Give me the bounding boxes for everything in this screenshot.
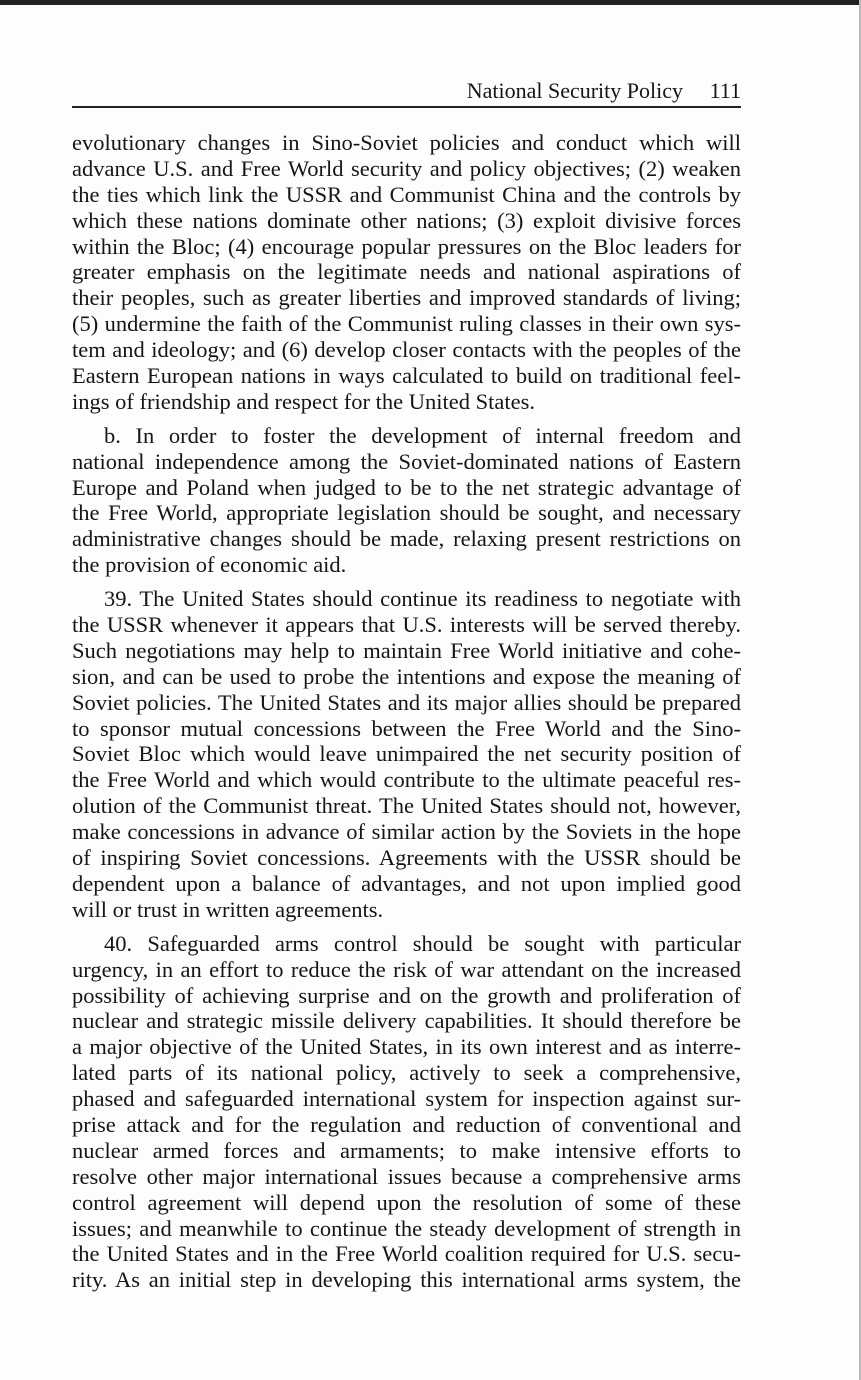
- text-line: the Free World and which would contribute to the ultimate peaceful res-: [72, 767, 741, 793]
- text-line: ings of friendship and respect for the United States.: [72, 388, 536, 414]
- text-line: to sponsor mutual concessions between the Free World and the Sino-: [72, 715, 741, 741]
- text-line: will or trust in written agreements.: [72, 896, 384, 922]
- text-line: evolutionary changes in Sino-Soviet policies and conduct which will: [72, 130, 741, 155]
- text-line: tem and ideology; and (6) develop closer contacts with the peoples of the: [72, 337, 741, 363]
- text-line: of inspiring Soviet concessions. Agreements with the USSR should be: [72, 845, 741, 871]
- text-line: lated parts of its national policy, actively to seek a comprehensive,: [72, 1060, 741, 1086]
- paragraph: [72, 586, 741, 923]
- text-line: olution of the Communist threat. The United States should not, however,: [72, 793, 741, 819]
- text-line: issues; and meanwhile to continue the steady development of strength in: [72, 1215, 741, 1241]
- text-line: make concessions in advance of similar action by the Soviets in the hope: [72, 819, 741, 845]
- text-line: the Free World, appropriate legislation should be sought, and necessary: [72, 500, 741, 526]
- text-line: the USSR whenever it appears that U.S. interests will be served thereby.: [72, 612, 741, 638]
- text-line: phased and safeguarded international system for inspection against sur-: [72, 1086, 741, 1112]
- text-line: resolve other major international issues because a comprehensive arms: [72, 1163, 741, 1189]
- text-line: urgency, in an effort to reduce the risk of war attendant on the increased: [72, 956, 741, 982]
- running-title: National Security Policy: [466, 78, 683, 103]
- text-line: Soviet policies. The United States and its major allies should be prepared: [72, 689, 741, 715]
- text-line: Such negotiations may help to maintain Free World initiative and cohe-: [72, 637, 741, 663]
- text-line: nuclear armed forces and armaments; to make intensive efforts to: [72, 1137, 741, 1163]
- text-line: (5) undermine the faith of the Communist ruling classes in their own sys-: [72, 311, 741, 337]
- text-line: the provision of economic aid.: [72, 552, 347, 578]
- text-line: Eastern European nations in ways calculated to build on traditional feel-: [72, 363, 741, 389]
- text-line: 39. The United States should continue its readiness to negotiate with: [104, 586, 741, 612]
- running-header: [72, 76, 741, 108]
- text-line: sion, and can be used to probe the intentions and expose the meaning of: [72, 663, 741, 689]
- scan-top-edge: [0, 0, 861, 5]
- paragraph: [72, 130, 741, 415]
- text-line: administrative changes should be made, relaxing present restrictions on: [72, 526, 741, 552]
- text-line: advance U.S. and Free World security and policy objectives; (2) weaken: [72, 155, 741, 181]
- text-line: within the Bloc; (4) encourage popular pressures on the Bloc leaders for: [72, 233, 741, 259]
- text-line: possibility of achieving surprise and on the growth and proliferation of: [72, 982, 741, 1008]
- text-line: prise attack and for the regulation and reduction of conventional and: [72, 1111, 741, 1137]
- text-line: Soviet Bloc which would leave unimpaired the net security position of: [72, 741, 741, 767]
- page-number: 111: [709, 78, 741, 103]
- text-line: nuclear and strategic missile delivery capabilities. It should therefore be: [72, 1008, 741, 1034]
- text-line: national independence among the Soviet-dominated nations of Eastern: [72, 448, 741, 474]
- text-line: the ties which link the USSR and Communist China and the controls by: [72, 181, 741, 207]
- text-line: dependent upon a balance of advantages, and not upon implied good: [72, 870, 741, 896]
- paragraph: [72, 931, 741, 1293]
- page-body: [72, 130, 741, 1301]
- text-line: the United States and in the Free World coalition required for U.S. secu-: [72, 1241, 741, 1267]
- text-line: b. In order to foster the development of internal freedom and: [104, 422, 741, 448]
- text-line: control agreement will depend upon the resolution of some of these: [72, 1189, 741, 1215]
- text-line: which these nations dominate other nations; (3) exploit divisive forces: [72, 207, 741, 233]
- text-line: 40. Safeguarded arms control should be sought with particular: [104, 930, 741, 956]
- text-line: a major objective of the United States, in its own interest and as interre-: [72, 1034, 741, 1060]
- text-line: greater emphasis on the legitimate needs and national aspirations of: [72, 259, 741, 285]
- text-line: their peoples, such as greater liberties and improved standards of living;: [72, 285, 741, 311]
- text-line: rity. As an initial step in developing this international arms system, the: [72, 1267, 741, 1293]
- text-line: Europe and Poland when judged to be to the net strategic advantage of: [72, 474, 741, 500]
- paragraph: [72, 423, 741, 578]
